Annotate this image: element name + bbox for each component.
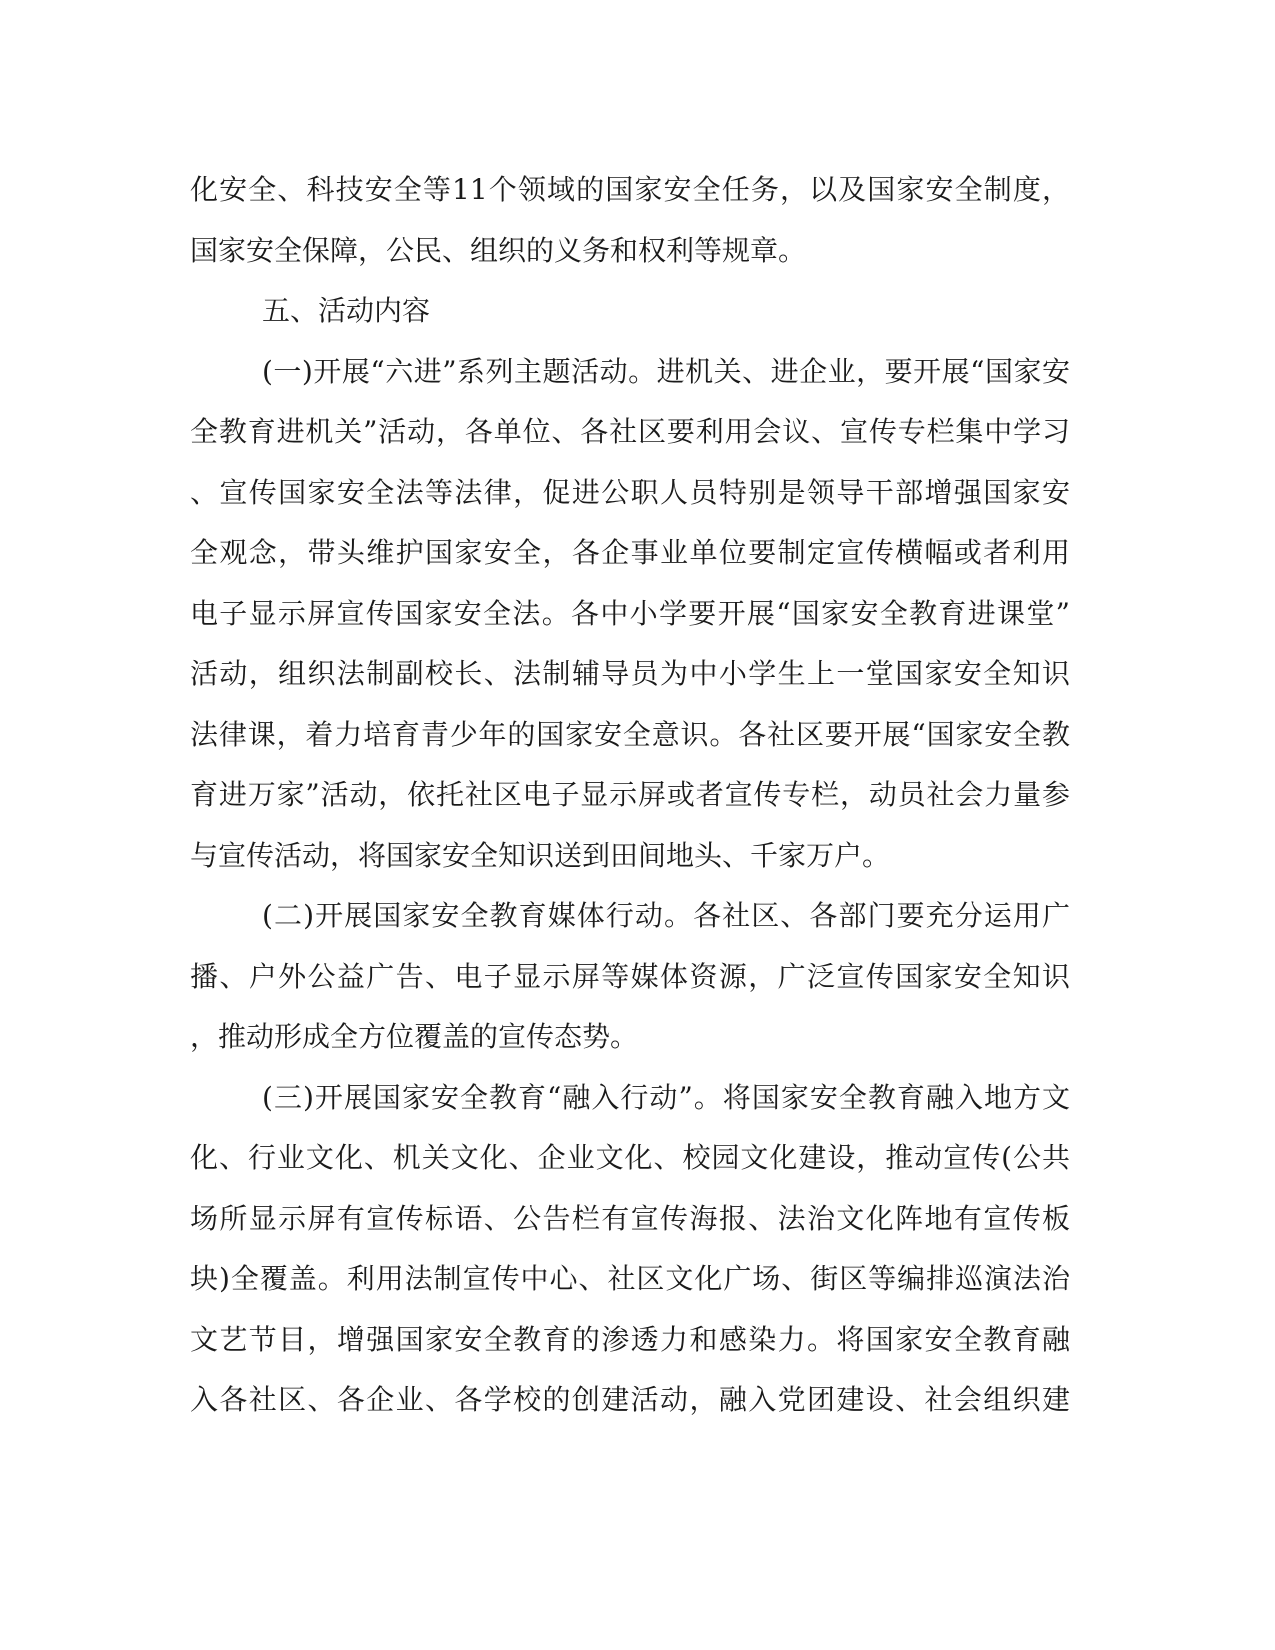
text-line: 全教育进机关”活动，各单位、各社区要利用会议、宣传专栏集中学习 [190, 415, 1070, 448]
text-line: 入各社区、各企业、各学校的创建活动，融入党团建设、社会组织建 [190, 1383, 1070, 1416]
text-line: (一)开展“六进”系列主题活动。进机关、进企业，要开展“国家安 [262, 354, 1070, 388]
text-line: 活动，组织法制副校长、法制辅导员为中小学生上一堂国家安全知识 [190, 657, 1070, 690]
text-line: 化安全、科技安全等11个领域的国家安全任务，以及国家安全制度， [190, 173, 1070, 206]
text-line: 与宣传活动，将国家安全知识送到田间地头、千家万户。 [190, 838, 891, 872]
text-line: 电子显示屏宣传国家安全法。各中小学要开展“国家安全教育进课堂” [190, 596, 1070, 630]
document-body [190, 160, 1070, 1431]
text-line: (三)开展国家安全教育“融入行动”。将国家安全教育融入地方文 [262, 1080, 1070, 1114]
text-line: 播、户外公益广告、电子显示屏等媒体资源，广泛宣传国家安全知识 [190, 959, 1070, 993]
text-line: 全观念，带头维护国家安全，各企事业单位要制定宣传横幅或者利用 [190, 536, 1070, 569]
text-line: 块)全覆盖。利用法制宣传中心、社区文化广场、街区等编排巡演法治 [190, 1262, 1070, 1295]
text-line: 化、行业文化、机关文化、企业文化、校园文化建设，推动宣传(公共 [190, 1141, 1070, 1174]
text-line: 国家安全保障，公民、组织的义务和权利等规章。 [190, 233, 807, 267]
text-line: 文艺节目，增强国家安全教育的渗透力和感染力。将国家安全教育融 [190, 1322, 1070, 1356]
text-line: (二)开展国家安全教育媒体行动。各社区、各部门要充分运用广 [262, 899, 1070, 932]
text-line: 法律课，着力培育青少年的国家安全意识。各社区要开展“国家安全教 [190, 717, 1070, 751]
text-line: ，推动形成全方位覆盖的宣传态势。 [190, 1020, 639, 1053]
text-line: 五、活动内容 [262, 294, 431, 327]
text-line: 场所显示屏有宣传标语、公告栏有宣传海报、法治文化阵地有宣传板 [190, 1201, 1070, 1235]
text-line: 、宣传国家安全法等法律，促进公职人员特别是领导干部增强国家安 [190, 475, 1070, 509]
text-line: 育进万家”活动，依托社区电子显示屏或者宣传专栏，动员社会力量参 [190, 778, 1070, 811]
